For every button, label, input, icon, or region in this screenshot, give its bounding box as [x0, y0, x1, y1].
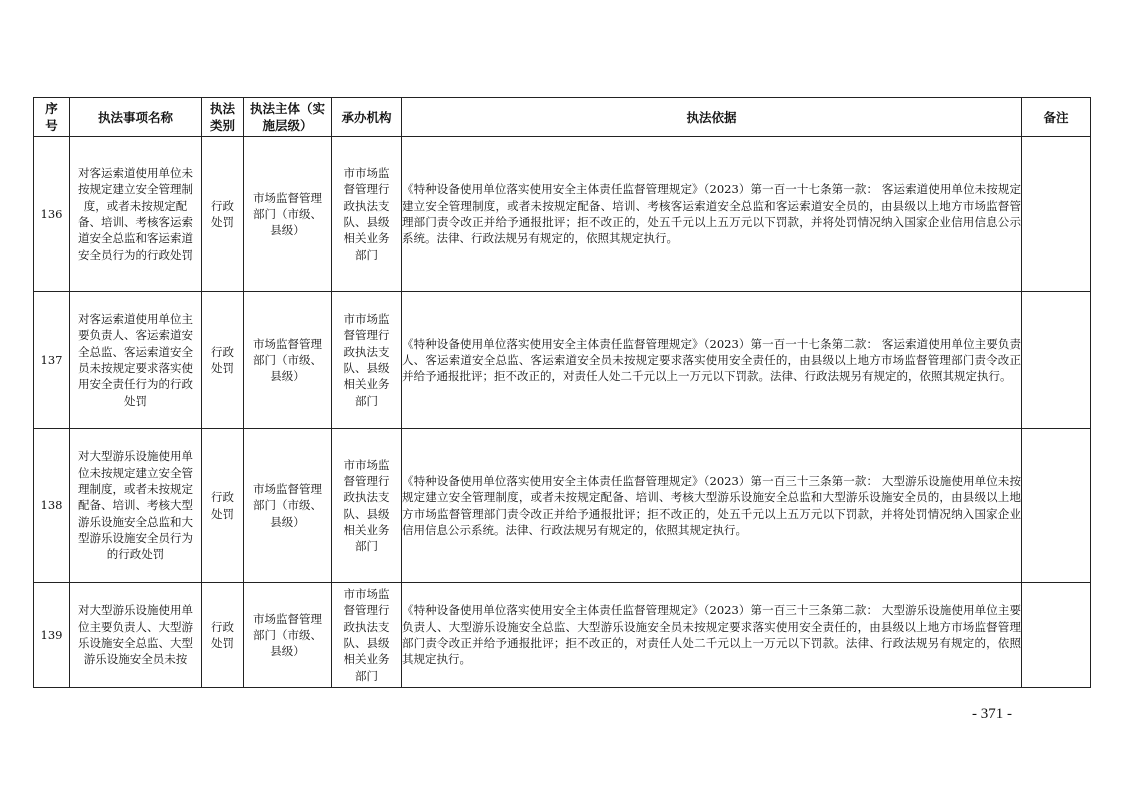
row-subject: 市场监督管理部门（市级、县级）	[244, 292, 332, 429]
header-agency: 承办机构	[332, 98, 402, 137]
row-remark	[1022, 137, 1091, 292]
header-remark: 备注	[1022, 98, 1091, 137]
row-agency: 市市场监督管理行政执法支队、县级相关业务部门	[332, 137, 402, 292]
row-subject: 市场监督管理部门（市级、县级）	[244, 429, 332, 583]
row-subject: 市场监督管理部门（市级、县级）	[244, 137, 332, 292]
row-seq: 139	[34, 583, 70, 688]
page-number: - 371 -	[972, 706, 1012, 722]
row-seq: 136	[34, 137, 70, 292]
row-remark	[1022, 583, 1091, 688]
table-row	[34, 292, 1091, 429]
row-category: 行政处罚	[202, 292, 244, 429]
header-name: 执法事项名称	[70, 98, 202, 137]
row-subject: 市场监督管理部门（市级、县级）	[244, 583, 332, 688]
row-remark	[1022, 429, 1091, 583]
row-category: 行政处罚	[202, 137, 244, 292]
row-basis: 《特种设备使用单位落实使用安全主体责任监督管理规定》（2023）第一百三十三条第二款： 大型游乐设施使用单位主要负责人、大型游乐设施安全总监、大型游乐设施安全员未按规定要求落实使用安全责任的，由县级以上地方市场监督管理部门责令改正并给予通报批评；拒不改正的，对责任人处二千元以上一万元以下罚款。法律、行政法规另有规定的，依照其规定执行。	[402, 583, 1022, 688]
enforcement-items-table	[33, 97, 1091, 688]
row-agency: 市市场监督管理行政执法支队、县级相关业务部门	[332, 429, 402, 583]
table-header-row	[34, 98, 1091, 137]
table-row	[34, 137, 1091, 292]
row-basis: 《特种设备使用单位落实使用安全主体责任监督管理规定》（2023）第一百三十三条第一款： 大型游乐设施使用单位未按规定建立安全管理制度，或者未按规定配备、培训、考核大型游乐设施安全总监和大型游乐设施安全员的，由县级以上地方市场监督管理部门责令改正并给予通报批评；拒不改正的，处五千元以上五万元以下罚款，并将处罚情况纳入国家企业信用信息公示系统。法律、行政法规另有规定的，依照其规定执行。	[402, 429, 1022, 583]
header-seq: 序号	[34, 98, 70, 137]
header-basis: 执法依据	[402, 98, 1022, 137]
row-agency-text: 市市场监督管理行政执法支队、县级相关业务部门	[343, 587, 390, 683]
row-basis: 《特种设备使用单位落实使用安全主体责任监督管理规定》（2023）第一百一十七条第二款： 客运索道使用单位主要负责人、客运索道安全总监、客运索道安全员未按规定要求落实使用安全责任的，由县级以上地方市场监督管理部门责令改正并给予通报批评；拒不改正的，对责任人处二千元以上一万元以下罚款。法律、行政法规另有规定的，依照其规定执行。	[402, 292, 1022, 429]
row-category: 行政处罚	[202, 583, 244, 688]
row-agency: 市市场监督管理行政执法支队、县级相关业务部门	[332, 292, 402, 429]
row-item-name: 对客运索道使用单位未按规定建立安全管理制度，或者未按规定配备、培训、考核客运索道安全总监和客运索道安全员行为的行政处罚	[70, 137, 202, 292]
header-subject: 执法主体（实施层级）	[244, 98, 332, 137]
row-item-name: 对大型游乐设施使用单位未按规定建立安全管理制度，或者未按规定配备、培训、考核大型游乐设施安全总监和大型游乐设施安全员行为的行政处罚	[70, 429, 202, 583]
table-row	[34, 583, 1091, 688]
row-seq: 137	[34, 292, 70, 429]
row-seq: 138	[34, 429, 70, 583]
table-row	[34, 429, 1091, 583]
row-basis: 《特种设备使用单位落实使用安全主体责任监督管理规定》（2023）第一百一十七条第一款： 客运索道使用单位未按规定建立安全管理制度，或者未按规定配备、培训、考核客运索道安全总监和客运索道安全员的，由县级以上地方市场监督管理部门责令改正并给予通报批评；拒不改正的，处五千元以上五万元以下罚款，并将处罚情况纳入国家企业信用信息公示系统。法律、行政法规另有规定的，依照其规定执行。	[402, 137, 1022, 292]
row-item-name: 对大型游乐设施使用单位主要负责人、大型游乐设施安全总监、大型游乐设施安全员未按	[70, 583, 202, 688]
row-remark	[1022, 292, 1091, 429]
row-agency	[332, 583, 402, 688]
row-category: 行政处罚	[202, 429, 244, 583]
row-item-name: 对客运索道使用单位主要负责人、客运索道安全总监、客运索道安全员未按规定要求落实使用安全责任行为的行政处罚	[70, 292, 202, 429]
header-category: 执法类别	[202, 98, 244, 137]
